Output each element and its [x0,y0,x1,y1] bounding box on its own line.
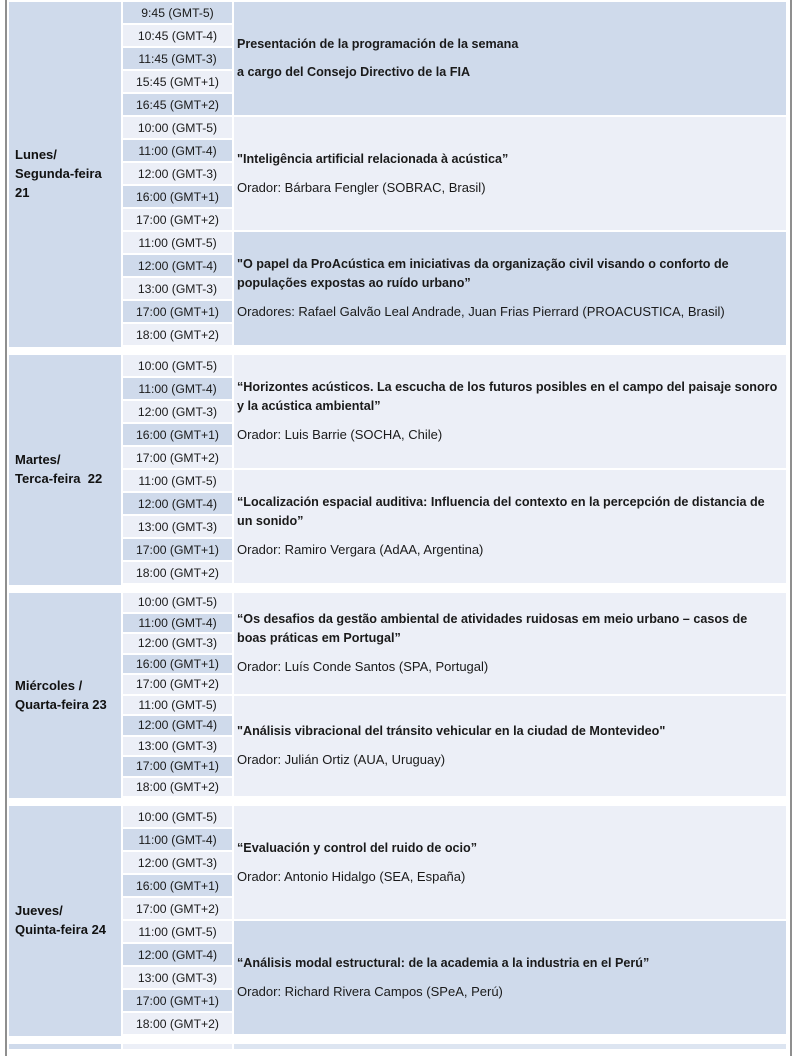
time-slot: 16:00 (GMT+1) [123,875,232,896]
day-label-cell [9,593,121,798]
day-name-pt: Quinta-feira 24 [15,922,107,937]
time-slot: 11:00 (GMT-5) [123,921,232,942]
time-slot: 13:00 (GMT-3) [123,737,232,756]
session-title: “Análisis modal estructural: de la academia a la industria en el Perú” [237,955,650,970]
session-speaker: Orador: Bárbara Fengler (SOBRAC, Brasil) [237,179,486,195]
time-slot: 17:00 (GMT+1) [123,990,232,1011]
session-speaker: Orador: Luis Barrie (SOCHA, Chile) [237,427,443,443]
session-speaker: Oradores: Rafael Galvão Leal Andrade, Juan Frias Pierrard (PROACUSTICA, Brasil) [237,304,725,320]
session-title: "O papel da ProAcústica em iniciativas da organização civil visando o conforto de populações expostas ao ruído urbano” [237,257,729,291]
session-content [234,355,786,468]
time-column [123,2,232,117]
day-name-pt: Segunda-feira 21 [15,166,109,200]
session-content [234,2,786,115]
time-slot: 13:00 (GMT-3) [123,278,232,299]
time-slot: 11:00 (GMT-4) [123,378,232,399]
time-slot: 9:45 (GMT-5) [123,2,232,23]
session-block [123,2,786,117]
time-column [123,806,232,921]
time-slot: 12:00 (GMT-3) [123,634,232,653]
time-slot: 10:00 (GMT-5) [123,806,232,827]
time-slot: 11:00 (GMT-5) [123,232,232,253]
schedule-frame [5,0,792,1056]
time-slot: 10:00 (GMT-5) [123,117,232,138]
time-slot: 16:00 (GMT+1) [123,186,232,207]
time-slot: 18:00 (GMT+2) [123,324,232,345]
day-name-es: Jueves/ [15,903,63,919]
time-column [123,921,232,1036]
time-slot: 17:00 (GMT+2) [123,209,232,230]
time-slot: 16:45 (GMT+2) [123,94,232,115]
day-name-pt: Terca-feira 22 [15,471,103,486]
time-slot: 18:00 (GMT+2) [123,778,232,797]
session-title: “Evaluación y control del ruido de ocio” [237,840,478,855]
next-time-cell [123,1044,232,1049]
session-block [123,470,786,585]
session-title: "Inteligência artificial relacionada à acústica” [237,151,509,166]
day-label-cell [9,355,121,585]
time-slot: 13:00 (GMT-3) [123,967,232,988]
day-name-pt: Quarta-feira 23 [15,696,107,712]
time-column [123,232,232,347]
time-slot: 12:00 (GMT-4) [123,716,232,735]
day-blocks [123,355,786,585]
session-content [234,806,786,919]
session-speaker: Orador: Antonio Hidalgo (SEA, España) [237,868,466,884]
time-slot: 17:00 (GMT+2) [123,447,232,468]
next-section-partial [9,1044,786,1049]
session-title: “Os desafios da gestão ambiental de atividades ruidosas em meio urbano – casos de boas práticas em Portugal” [237,612,748,645]
day-label-cell [9,806,121,1036]
time-slot: 13:00 (GMT-3) [123,516,232,537]
time-slot: 11:00 (GMT-5) [123,470,232,491]
time-column [123,593,232,696]
time-slot: 17:00 (GMT+1) [123,757,232,776]
day-name-es: Miércoles / [15,677,83,693]
session-block [123,593,786,696]
session-content [234,232,786,345]
session-speaker: Orador: Richard Rivera Campos (SPeA, Perú) [237,983,503,999]
session-content [234,696,786,797]
session-speaker: Orador: Ramiro Vergara (AdAA, Argentina) [237,542,484,558]
time-slot: 12:00 (GMT-4) [123,944,232,965]
session-title: “Localización espacial auditiva: Influencia del contexto en la percepción de distancia de un sonido” [237,495,765,529]
session-block [123,117,786,232]
time-slot: 11:00 (GMT-5) [123,696,232,715]
time-slot: 12:00 (GMT-4) [123,493,232,514]
time-slot: 11:00 (GMT-4) [123,140,232,161]
session-content [234,593,786,694]
time-slot: 16:00 (GMT+1) [123,655,232,674]
day-name-es: Lunes/ [15,147,57,163]
time-slot: 12:00 (GMT-3) [123,401,232,422]
time-column [123,355,232,470]
day-section [9,806,786,1036]
time-slot: 10:00 (GMT-5) [123,593,232,612]
next-content-cell [234,1044,786,1049]
session-block [123,232,786,347]
session-title: Presentación de la programación de la semana [237,37,519,52]
day-section [9,593,786,798]
time-slot: 17:00 (GMT+1) [123,301,232,322]
session-title: a cargo del Consejo Directivo de la FIA [237,65,471,79]
session-content [234,921,786,1034]
time-slot: 17:00 (GMT+2) [123,675,232,694]
time-slot: 18:00 (GMT+2) [123,1013,232,1034]
session-title: “Horizontes acústicos. La escucha de los futuros posibles en el campo del paisaje sonoro y la acústica ambiental” [237,380,778,414]
day-label-cell [9,2,121,347]
session-speaker: Orador: Julián Ortiz (AUA, Uruguay) [237,751,446,767]
time-slot: 18:00 (GMT+2) [123,562,232,583]
time-slot: 16:00 (GMT+1) [123,424,232,445]
next-day-cell [9,1044,121,1049]
time-slot: 12:00 (GMT-3) [123,163,232,184]
time-slot: 11:45 (GMT-3) [123,48,232,69]
time-slot: 11:00 (GMT-4) [123,614,232,633]
time-column [123,470,232,585]
session-block [123,696,786,799]
time-slot: 12:00 (GMT-3) [123,852,232,873]
day-section [9,2,786,347]
time-slot: 12:00 (GMT-4) [123,255,232,276]
time-slot: 17:00 (GMT+2) [123,898,232,919]
time-slot: 15:45 (GMT+1) [123,71,232,92]
session-block [123,355,786,470]
day-blocks [123,2,786,347]
time-slot: 10:00 (GMT-5) [123,355,232,376]
session-block [123,921,786,1036]
time-slot: 10:45 (GMT-4) [123,25,232,46]
time-column [123,117,232,232]
time-slot: 11:00 (GMT-4) [123,829,232,850]
session-speaker: Orador: Luís Conde Santos (SPA, Portugal) [237,658,489,674]
day-section [9,355,786,585]
day-blocks [123,593,786,798]
session-title: "Análisis vibracional del tránsito vehicular en la ciudad de Montevideo" [237,724,666,739]
day-blocks [123,806,786,1036]
session-block [123,806,786,921]
time-column [123,696,232,799]
time-slot: 17:00 (GMT+1) [123,539,232,560]
session-content [234,470,786,583]
day-name-es: Martes/ [15,452,61,468]
session-content [234,117,786,230]
